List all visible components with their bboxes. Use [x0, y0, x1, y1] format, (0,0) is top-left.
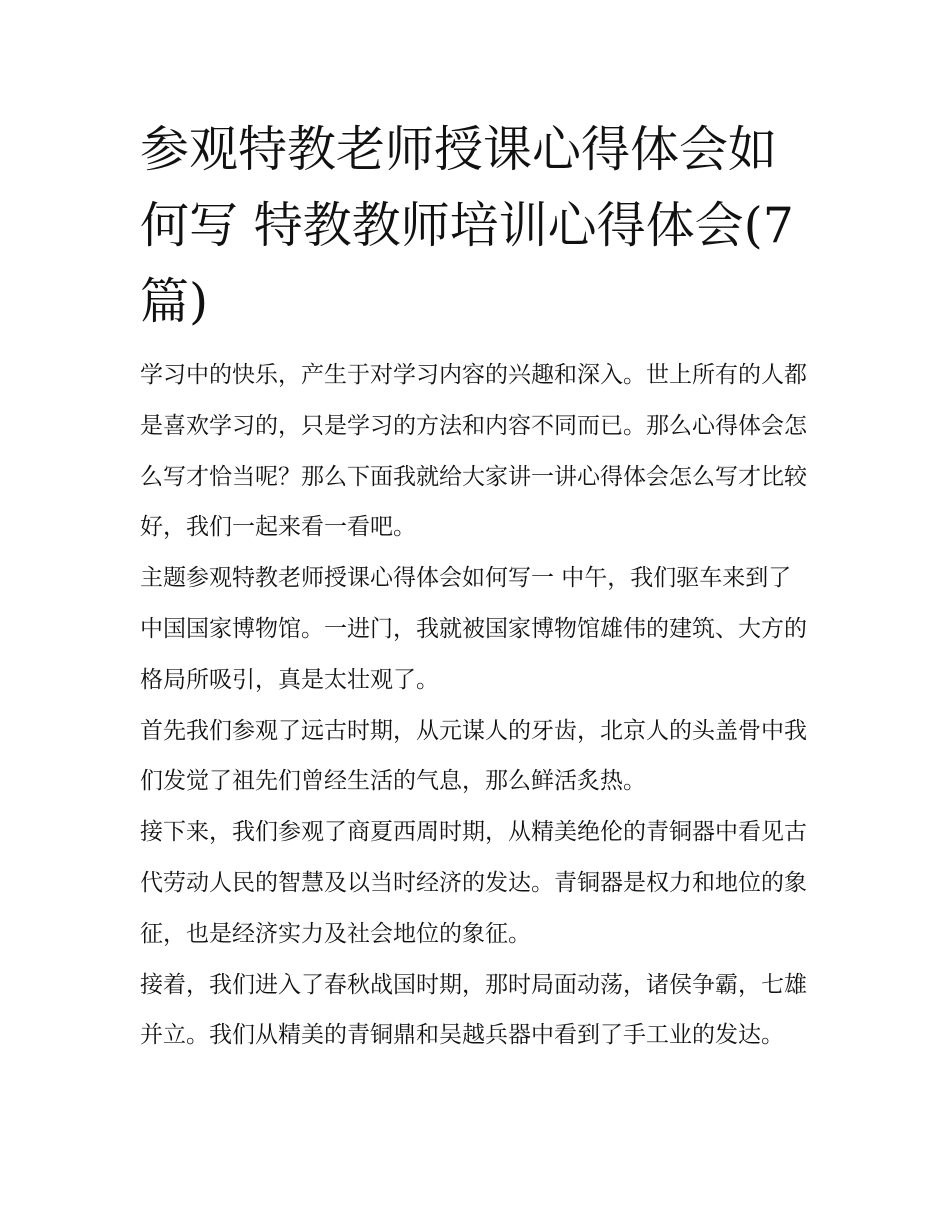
document-body	[140, 350, 812, 1061]
paragraph: 接着，我们进入了春秋战国时期，那时局面动荡，诸侯争霸，七雄并立。我们从精美的青铜鼎和吴越兵器中看到了手工业的发达。	[140, 971, 807, 1049]
document-title: 参观特教老师授课心得体会如何写 特教教师培训心得体会(7篇)	[140, 121, 794, 330]
paragraph: 接下来，我们参观了商夏西周时期，从精美绝伦的青铜器中看见古代劳动人民的智慧及以当时经济的发达。青铜器是权力和地位的象征，也是经济实力及社会地位的象征。	[140, 819, 807, 947]
paragraph: 学习中的快乐，产生于对学习内容的兴趣和深入。世上所有的人都是喜欢学习的，只是学习的方法和内容不同而已。那么心得体会怎么写才恰当呢？那么下面我就给大家讲一讲心得体会怎么写才比较好，我们一起来看一看吧。	[140, 362, 807, 541]
paragraph: 主题参观特教老师授课心得体会如何写一 中午，我们驱车来到了中国国家博物馆。一进门，我就被国家博物馆雄伟的建筑、大方的格局所吸引，真是太壮观了。	[140, 565, 807, 693]
paragraph: 首先我们参观了远古时期，从元谋人的牙齿，北京人的头盖骨中我们发觉了祖先们曾经生活的气息，那么鲜活炙热。	[140, 717, 807, 795]
document-page	[140, 112, 812, 1061]
